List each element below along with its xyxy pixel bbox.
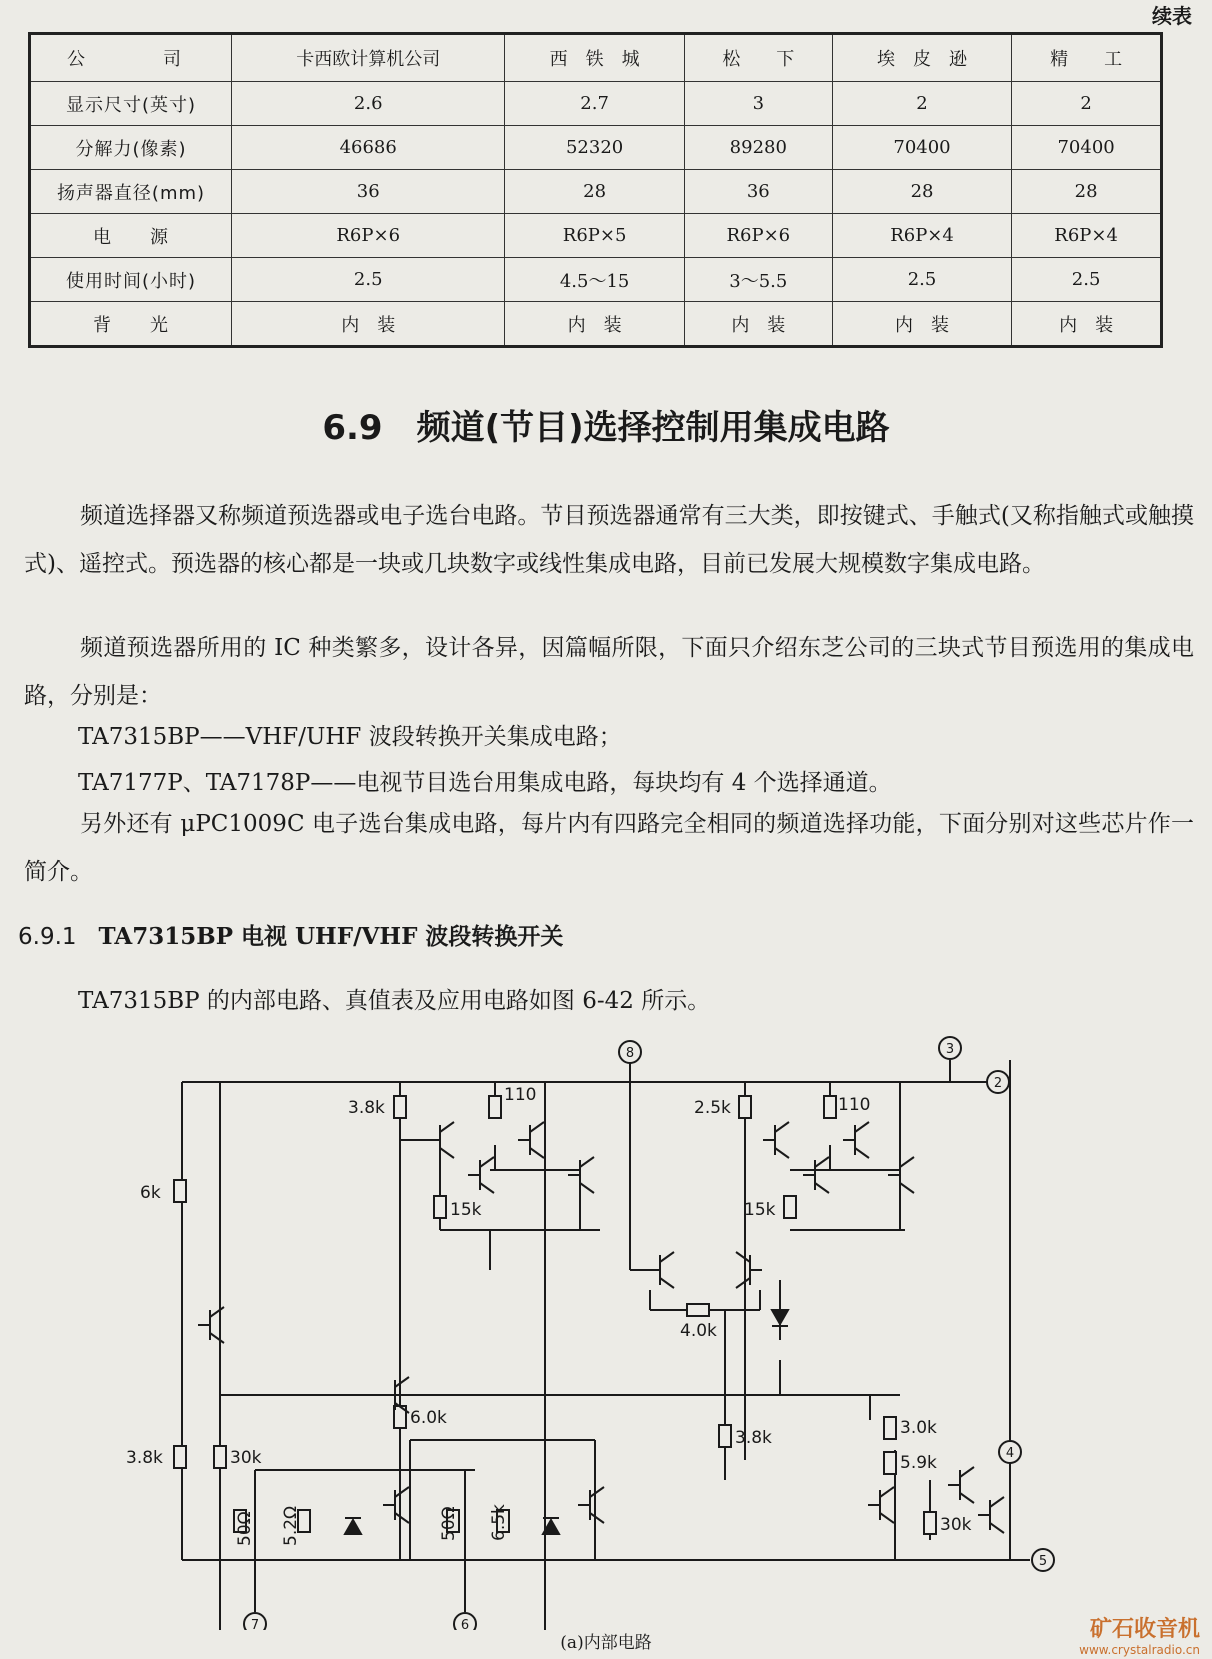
- pin-label: 2: [993, 1076, 1003, 1091]
- table-cell: 2.6: [232, 82, 505, 126]
- table-cell: 内 装: [832, 302, 1011, 347]
- table-cell: 28: [1012, 170, 1162, 214]
- table-cell: 2: [832, 82, 1011, 126]
- table-cell: 内 装: [1012, 302, 1162, 347]
- table-cell: 52320: [505, 126, 684, 170]
- pin-label: 8: [625, 1046, 635, 1061]
- table-header-cell: 卡西欧计算机公司: [232, 34, 505, 82]
- pin-label: 5: [1038, 1554, 1048, 1569]
- table-cell: 70400: [832, 126, 1011, 170]
- table-header-cell: 西 铁 城: [505, 34, 684, 82]
- table-cell: 4.5～15: [505, 258, 684, 302]
- table-cell: 28: [505, 170, 684, 214]
- table-cell: R6P×6: [232, 214, 505, 258]
- table-cell: R6P×5: [505, 214, 684, 258]
- circuit-pin-labels: [251, 1042, 1047, 1630]
- table-cell: 46686: [232, 126, 505, 170]
- resistor-label: 5.9k: [900, 1453, 937, 1473]
- list-item: TA7177P、TA7178P——电视节目选台用集成电路，每块均有 4 个选择通道。: [78, 770, 892, 796]
- table-row: [30, 214, 1162, 258]
- table-cell: 2.5: [1012, 258, 1162, 302]
- resistor-label: 3.8k: [126, 1448, 163, 1468]
- figure-caption: (a)内部电路: [560, 1633, 652, 1653]
- circuit-pins: [244, 1037, 1054, 1630]
- watermark-title: 矿石收音机: [1089, 1617, 1200, 1642]
- table-row: [30, 126, 1162, 170]
- table-cell: R6P×6: [684, 214, 832, 258]
- table-row-label: 使用时间(小时): [30, 258, 232, 302]
- table-row-label: 背 光: [30, 302, 232, 347]
- resistor-label: 3.8k: [735, 1428, 772, 1448]
- internal-circuit-diagram: [0, 1030, 1212, 1630]
- table-header-cell: 公 司: [30, 34, 232, 82]
- table-cell: 36: [232, 170, 505, 214]
- table-cell: 70400: [1012, 126, 1162, 170]
- spec-table: [28, 32, 1163, 348]
- watermark: [1079, 1612, 1200, 1657]
- subsection-heading: [18, 918, 563, 951]
- resistor-label: 3.0k: [900, 1418, 937, 1438]
- resistor-label: 5.2Ω: [281, 1505, 301, 1546]
- table-cell: 内 装: [684, 302, 832, 347]
- continued-label: 续表: [1152, 4, 1192, 28]
- paragraph-ic-types: 频道预选器所用的 IC 种类繁多，设计各异，因篇幅所限，下面只介绍东芝公司的三块式节目预选用的集成电路，分别是：: [24, 635, 1194, 709]
- table-cell: R6P×4: [1012, 214, 1162, 258]
- paragraph-intro: 频道选择器又称频道预选器或电子选台电路。节目预选器通常有三大类，即按键式、手触式(又称指触式或触摸式)、遥控式。预选器的核心都是一块或几块数字或线性集成电路，目前已发展大规模数字集成电路。: [24, 503, 1194, 577]
- resistor-label: 6.0k: [410, 1408, 447, 1428]
- pin-label: 4: [1005, 1446, 1015, 1461]
- list-item: TA7315BP——VHF/UHF 波段转换开关集成电路；: [78, 724, 622, 750]
- pin-label: 7: [250, 1618, 260, 1630]
- resistor-label: 4.0k: [680, 1321, 717, 1341]
- table-cell: 2.5: [832, 258, 1011, 302]
- table-header-cell: 精 工: [1012, 34, 1162, 82]
- resistor-label: 2.5k: [694, 1098, 731, 1118]
- resistor-label: 30k: [940, 1515, 972, 1535]
- table-row: [30, 170, 1162, 214]
- resistor-label: 15k: [450, 1200, 482, 1220]
- pin-label: 6: [460, 1618, 470, 1630]
- paragraph-figure-ref: TA7315BP 的内部电路、真值表及应用电路如图 6-42 所示。: [78, 988, 711, 1014]
- table-cell: 89280: [684, 126, 832, 170]
- resistor-label: 50Ω: [235, 1511, 255, 1546]
- section-title: 6.9 频道(节目)选择控制用集成电路: [322, 408, 890, 448]
- table-cell: 36: [684, 170, 832, 214]
- table-row: [30, 302, 1162, 347]
- table-row-label: 分解力(像素): [30, 126, 232, 170]
- table-row-label: 电 源: [30, 214, 232, 258]
- resistor-label: 110: [504, 1085, 537, 1105]
- resistor-label: 15k: [744, 1200, 776, 1220]
- table-header-cell: 埃 皮 逊: [832, 34, 1011, 82]
- resistor-label: 110: [838, 1095, 871, 1115]
- table-cell: 2: [1012, 82, 1162, 126]
- resistor-label: 50Ω: [439, 1506, 459, 1541]
- table-cell: 内 装: [505, 302, 684, 347]
- subsection-title: TA7315BP 电视 UHF/VHF 波段转换开关: [98, 923, 564, 950]
- circuit-wires: [182, 1060, 1030, 1630]
- watermark-url: www.crystalradio.cn: [1079, 1643, 1200, 1657]
- table-cell: 内 装: [232, 302, 505, 347]
- table-cell: 28: [832, 170, 1011, 214]
- table-row-label: 显示尺寸(英寸): [30, 82, 232, 126]
- table-header-cell: 松 下: [684, 34, 832, 82]
- paragraph-upc1009c: 另外还有 μPC1009C 电子选台集成电路，每片内有四路完全相同的频道选择功能，下面分别对这些芯片作一简介。: [24, 811, 1194, 885]
- table-cell: 2.7: [505, 82, 684, 126]
- table-cell: R6P×4: [832, 214, 1011, 258]
- table-header-row: [30, 34, 1162, 82]
- resistor-label: 3.8k: [348, 1098, 385, 1118]
- table-row: [30, 258, 1162, 302]
- resistor-label: 6.5k: [489, 1504, 509, 1541]
- pin-label: 3: [945, 1042, 955, 1057]
- table-cell: 3: [684, 82, 832, 126]
- table-row-label: 扬声器直径(mm): [30, 170, 232, 214]
- circuit-resistor-labels: [126, 1085, 972, 1546]
- table-row: [30, 82, 1162, 126]
- resistor-label: 6k: [140, 1183, 161, 1203]
- resistor-label: 30k: [230, 1448, 262, 1468]
- table-cell: 2.5: [232, 258, 505, 302]
- table-cell: 3～5.5: [684, 258, 832, 302]
- subsection-number: 6.9.1: [18, 924, 77, 950]
